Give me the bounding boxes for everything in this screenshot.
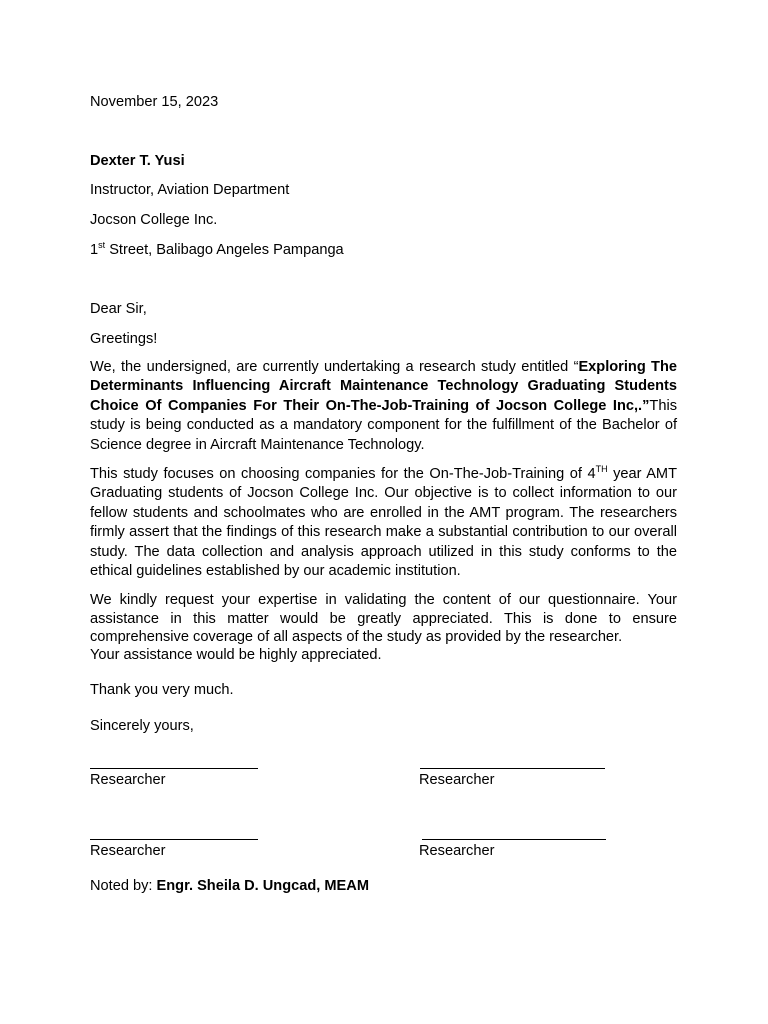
paragraph1-intro: We, the undersigned, are currently undertaking a research study entitled “ [90, 359, 579, 375]
letter-date: November 15, 2023 [90, 94, 219, 110]
paragraph2-start: This study focuses on choosing companies for the On-The-Job-Training of 4 [90, 466, 596, 482]
signature-label-3: Researcher [90, 843, 166, 859]
greeting: Greetings! [90, 331, 158, 347]
salutation: Dear Sir, [90, 301, 147, 317]
closing-line: Sincerely yours, [90, 718, 194, 734]
address-number: 1 [90, 242, 99, 258]
signature-line-4 [422, 839, 606, 840]
noted-by-label: Noted by: [90, 878, 157, 894]
study-title: Exploring The Determinants Influencing Aircraft Maintenance Technology Graduating Students Choice Of Companies For Their On-The-Job-Training of Jocson College Inc,.” [90, 359, 678, 414]
paragraph-request: We kindly request your expertise in validating the content of our questionnaire. Your assistance in this matter would be greatly appreciated. This is done to ensure comprehensive coverage of all aspects of the study as provided by the researcher. [90, 592, 677, 645]
noted-by [90, 877, 369, 895]
noted-by-name: Engr. Sheila D. Ungcad, MEAM [156, 878, 369, 894]
recipient-address [90, 241, 344, 259]
paragraph1-rest: This study is being conducted as a mandatory component for the fulfillment of the Bachelor of Science degree in Aircraft Maintenance Technology. [90, 397, 677, 453]
signature-line-2 [420, 768, 605, 769]
address-ordinal-suffix: st [98, 240, 106, 250]
signature-label-1: Researcher [90, 772, 166, 788]
paragraph2-rest: year AMT Graduating students of Jocson College Inc. Our objective is to collect information to our fellow students and schoolmates who are enrolled in the AMT program. The researchers firmly assert that the findings of this research make a substantial contribution to our overall study. The data collection and analysis approach utilized in this study conforms to the ethical guidelines established by our academic institution. [90, 466, 678, 580]
signature-line-1 [90, 768, 258, 769]
paragraph2-superscript: TH [595, 464, 608, 474]
paragraph-study-focus [90, 465, 677, 581]
signature-label-2: Researcher [419, 772, 495, 788]
address-street: Street, Balibago Angeles Pampanga [105, 242, 344, 258]
signature-label-4: Researcher [419, 843, 495, 859]
thanks-line: Thank you very much. [90, 682, 234, 698]
signature-line-3 [90, 839, 258, 840]
paragraph-research-intro [90, 358, 677, 455]
recipient-institution: Jocson College Inc. [90, 212, 218, 228]
recipient-position: Instructor, Aviation Department [90, 182, 290, 198]
paragraph-request-closing-line: Your assistance would be highly appreciated. [90, 647, 382, 663]
recipient-name: Dexter T. Yusi [90, 153, 185, 169]
